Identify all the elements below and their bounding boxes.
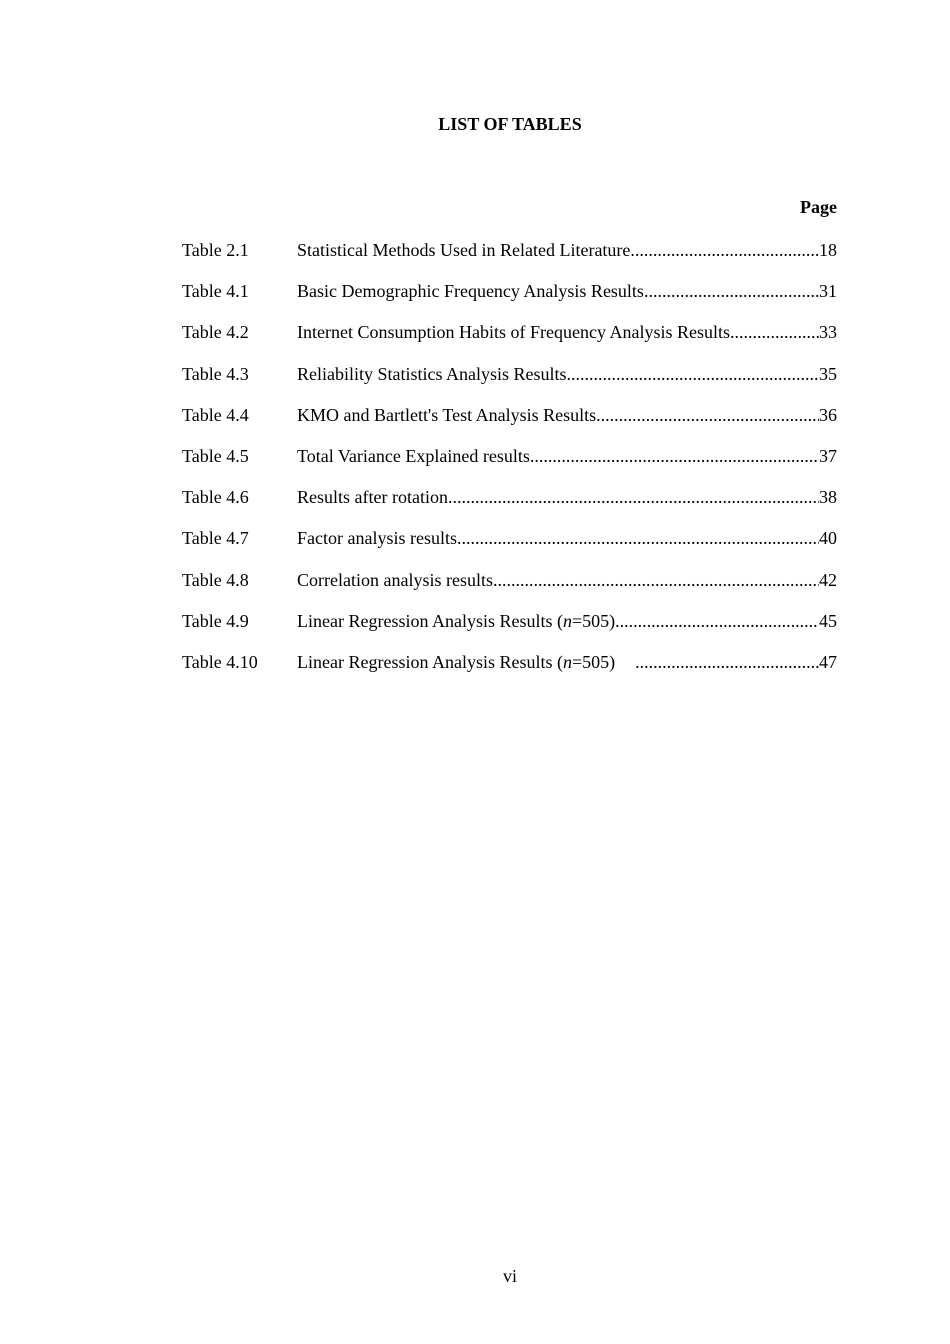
table-title: Reliability Statistics Analysis Results — [297, 363, 567, 384]
toc-row[interactable] — [182, 651, 837, 692]
table-title: KMO and Bartlett's Test Analysis Results — [297, 404, 597, 425]
page-column-header: Page — [800, 197, 837, 217]
table-title: Linear Regression Analysis Results (n=505) — [297, 610, 616, 631]
page-number: 33 — [819, 322, 837, 343]
table-label: Table 4.5 — [182, 445, 249, 466]
page-number: 36 — [819, 404, 837, 425]
page-number: 35 — [819, 363, 837, 384]
dot-leader — [635, 651, 819, 673]
table-label: Table 4.1 — [182, 281, 249, 302]
dot-leader — [615, 610, 819, 632]
page-number: 40 — [819, 528, 837, 549]
table-title: Results after rotation — [297, 487, 448, 508]
table-label: Table 4.8 — [182, 569, 249, 590]
toc-row[interactable] — [182, 280, 837, 321]
dot-leader — [630, 239, 819, 261]
table-label: Table 2.1 — [182, 240, 249, 260]
table-title: Linear Regression Analysis Results (n=505) — [297, 651, 616, 672]
page-number: 18 — [819, 240, 837, 260]
table-label: Table 4.10 — [182, 651, 258, 672]
table-title: Internet Consumption Habits of Frequency Analysis Results — [297, 322, 730, 343]
dot-leader — [457, 527, 819, 549]
list-of-tables — [182, 239, 837, 692]
toc-row[interactable] — [182, 239, 837, 280]
toc-row[interactable] — [182, 321, 837, 362]
toc-row[interactable] — [182, 363, 837, 404]
table-label: Table 4.2 — [182, 322, 249, 343]
table-label: Table 4.7 — [182, 528, 249, 549]
toc-row[interactable] — [182, 404, 837, 445]
toc-row[interactable] — [182, 610, 837, 651]
page-number: 31 — [819, 281, 837, 302]
toc-row[interactable] — [182, 527, 837, 568]
table-title: Factor analysis results — [297, 528, 457, 549]
toc-row[interactable] — [182, 445, 837, 486]
dot-leader — [530, 445, 819, 467]
table-label: Table 4.3 — [182, 363, 249, 384]
dot-leader — [644, 280, 819, 302]
page-title: LIST OF TABLES — [438, 114, 582, 134]
table-title: Basic Demographic Frequency Analysis Results — [297, 281, 644, 302]
table-title: Total Variance Explained results — [297, 445, 530, 466]
page-number: 47 — [819, 651, 837, 672]
dot-leader — [448, 486, 819, 508]
table-title: Correlation analysis results — [297, 569, 493, 590]
page-number: 42 — [819, 569, 837, 590]
table-title: Statistical Methods Used in Related Literature — [297, 240, 631, 260]
table-label: Table 4.4 — [182, 404, 249, 425]
toc-row[interactable] — [182, 486, 837, 527]
dot-leader — [493, 569, 819, 591]
toc-row[interactable] — [182, 569, 837, 610]
table-label: Table 4.9 — [182, 610, 249, 631]
dot-leader — [730, 321, 819, 343]
table-label: Table 4.6 — [182, 487, 249, 508]
page-number: 45 — [819, 610, 837, 631]
footer-page-number: vi — [502, 1266, 517, 1286]
dot-leader — [596, 404, 819, 426]
page-number: 37 — [819, 445, 837, 466]
page-number: 38 — [819, 487, 837, 508]
dot-leader — [567, 363, 819, 385]
